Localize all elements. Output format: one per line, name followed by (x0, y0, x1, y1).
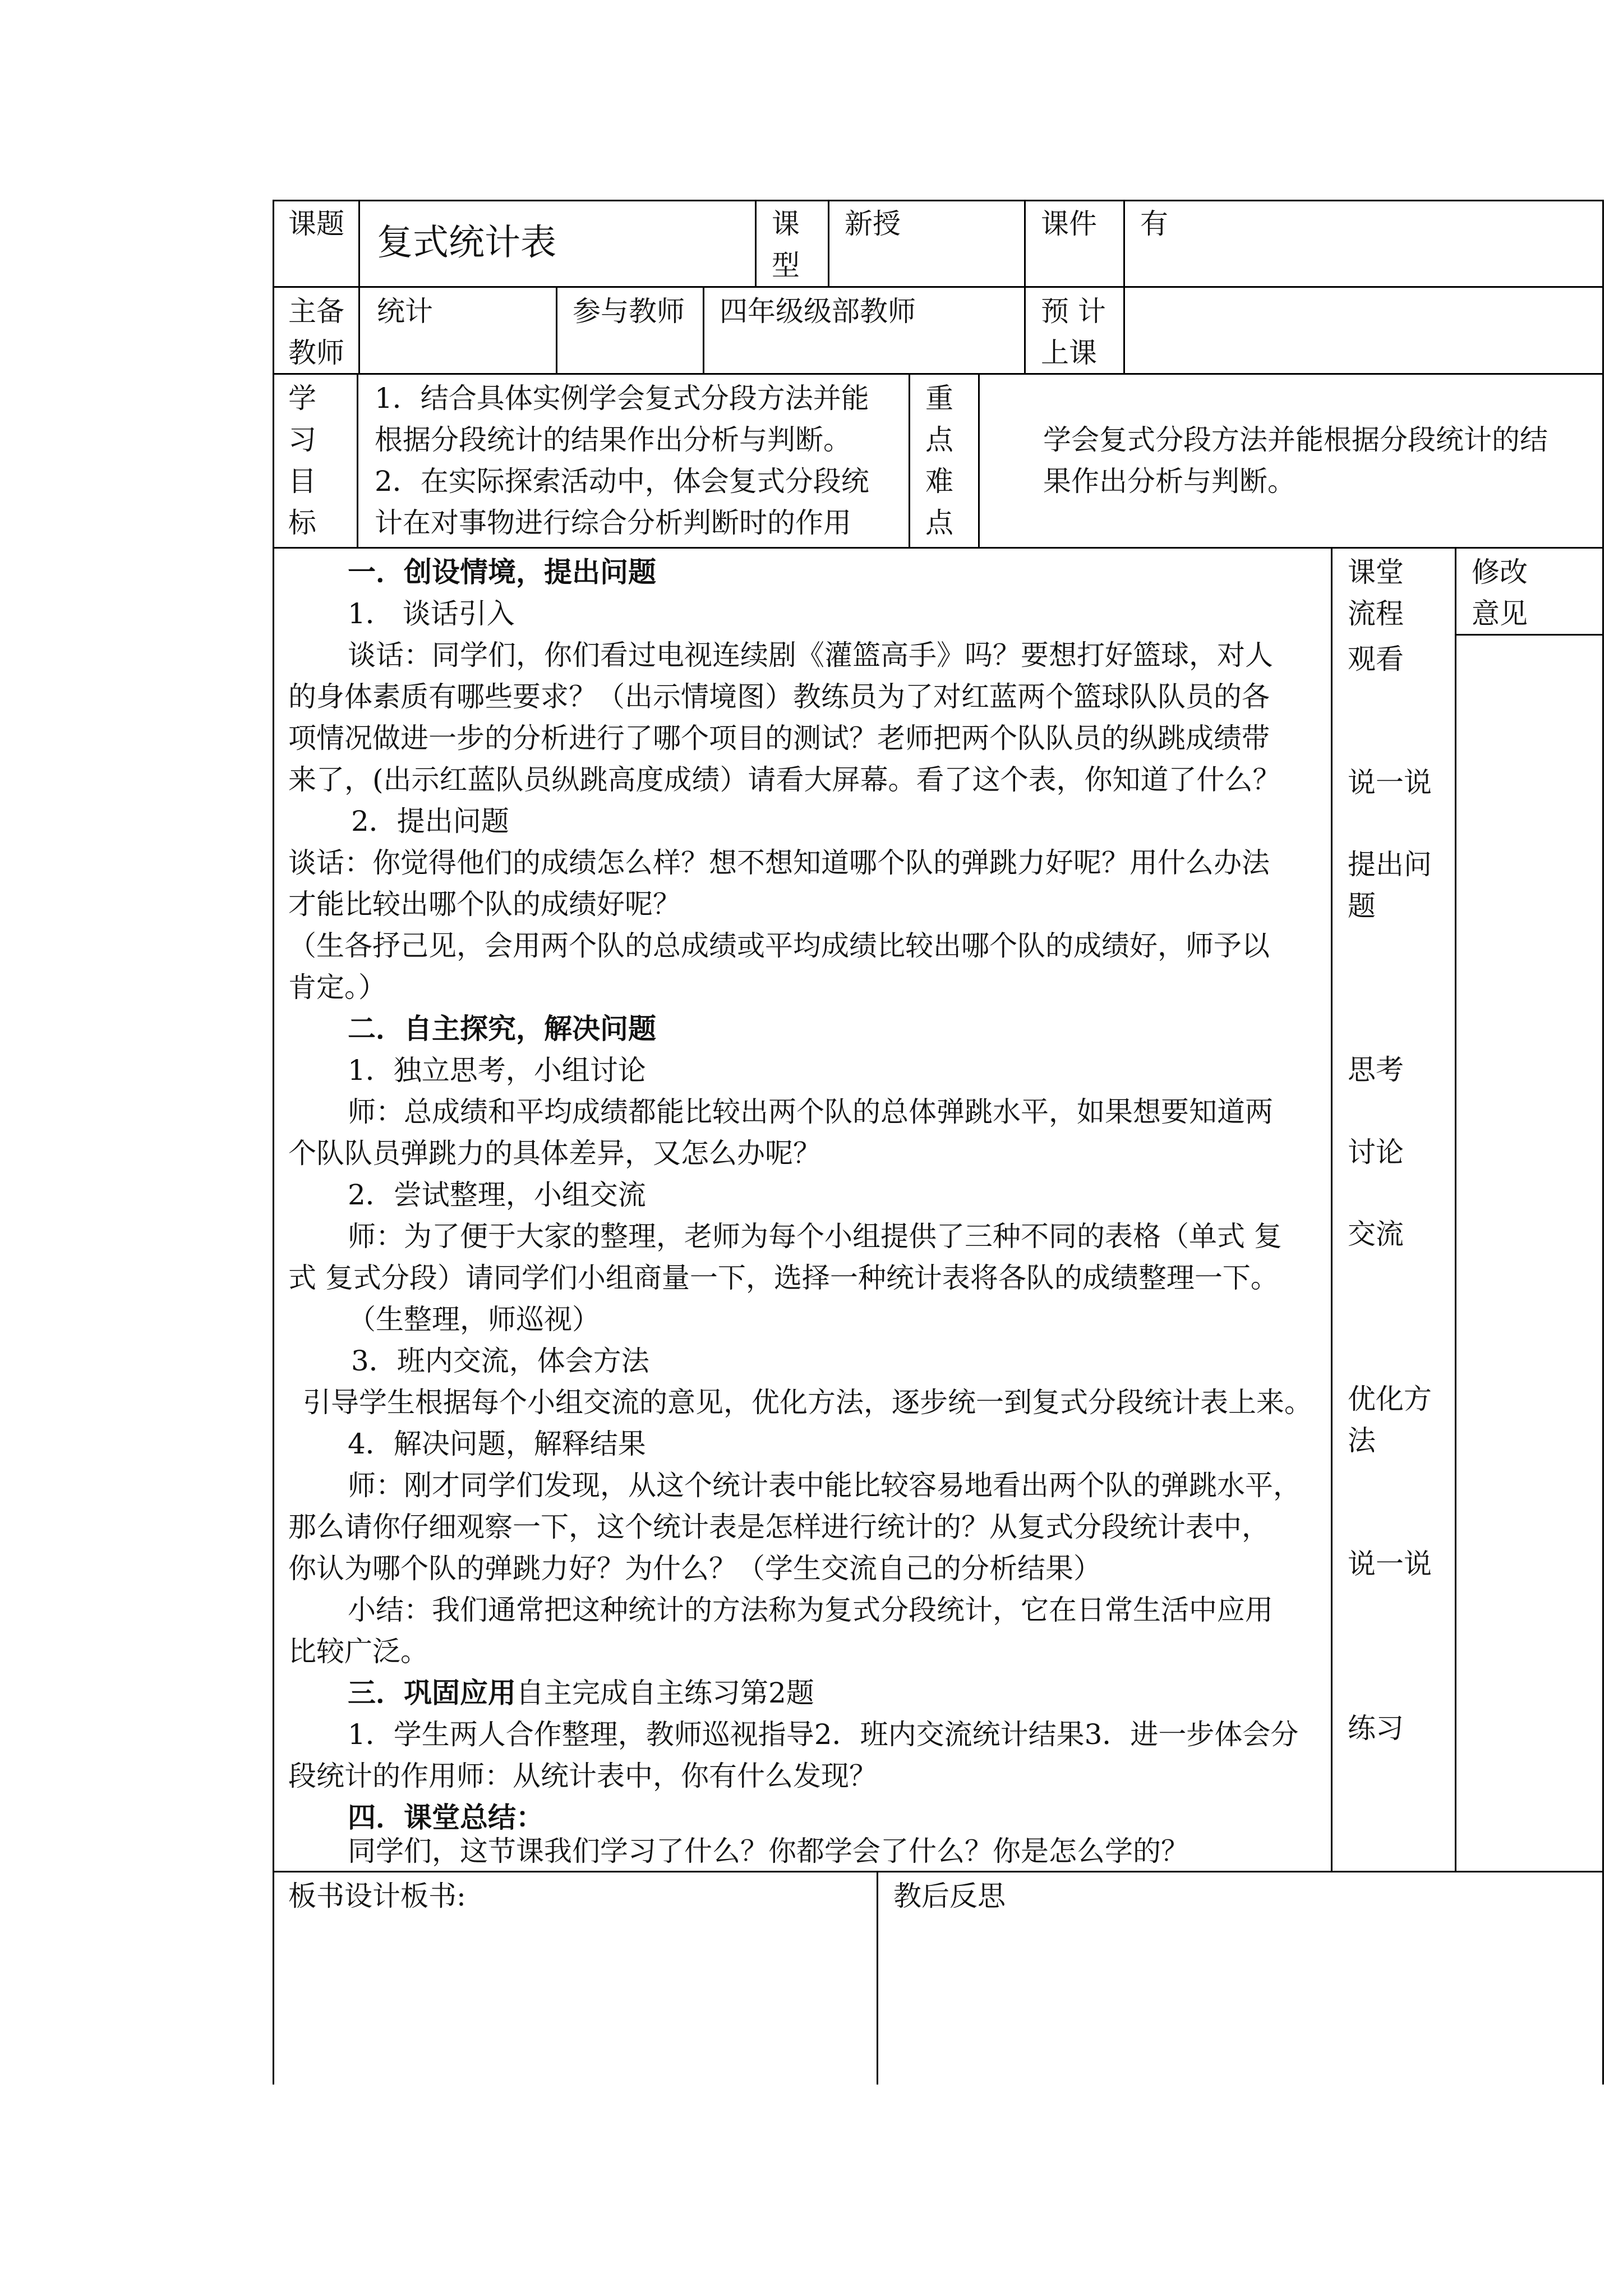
body-line: 师：刚才同学们发现，从这个统计表中能比较容易地看出两个队的弹跳水平， (348, 1469, 1301, 1502)
goals-label-3: 目 (288, 465, 316, 498)
flow-note: 交流 (1348, 1218, 1404, 1250)
body-line: 来了，(出示红蓝队员纵跳高度成绩）请看大屏幕。看了这个表，你知道了什么？ (288, 763, 1281, 796)
rule-r1-b (755, 200, 757, 286)
rule-row1 (273, 286, 1604, 288)
prep-value: 统计 (377, 295, 433, 328)
flow-note: 讨论 (1348, 1136, 1404, 1168)
key-label-3: 难 (925, 465, 953, 498)
rule-r3-b (909, 373, 910, 547)
body-line: 比较广泛。 (288, 1635, 428, 1668)
body-line: 2．提出问题 (351, 805, 509, 838)
goals-label-4: 标 (288, 507, 316, 539)
rule-footer-mid (877, 1871, 878, 2085)
section-heading-2: 二．自主探究，解决问题 (348, 1012, 656, 1045)
body-line: （生各抒己见，会用两个队的总成绩或平均成绩比较出哪个队的成绩好，师予以 (288, 930, 1270, 962)
body-line: 肯定。） (288, 971, 386, 1004)
rule-r2-b (703, 286, 704, 373)
body-line: 1． 谈话引入 (348, 597, 515, 630)
body-line: 引导学生根据每个小组交流的意见，优化方法，逐步统一到复式分段统计表上来。 (303, 1386, 1312, 1419)
participants-label: 参与教师 (573, 295, 685, 328)
flow-header-line2: 流程 (1348, 597, 1404, 630)
rule-top (273, 200, 1604, 201)
rule-r1-d (1024, 200, 1026, 373)
body-line: 谈话：同学们，你们看过电视连续剧《灌篮高手》吗？要想打好篮球，对人 (348, 639, 1273, 671)
key-label-2: 点 (925, 424, 953, 456)
section-heading-3 (348, 1672, 814, 1714)
goals-label-2: 习 (288, 424, 316, 456)
body-line: 谈话：你觉得他们的成绩怎么样？想不想知道哪个队的弹跳力好呢？用什么办法 (288, 846, 1270, 879)
body-line: 段统计的作用师：从统计表中，你有什么发现？ (288, 1760, 877, 1792)
body-line: （生整理，师巡视） (348, 1303, 600, 1336)
goals-label-1: 学 (288, 382, 316, 415)
flow-note: 法 (1348, 1424, 1376, 1457)
type-label-line1: 课 (772, 208, 800, 240)
participants-value: 四年级级部教师 (720, 295, 916, 328)
flow-note: 说一说 (1348, 1548, 1432, 1580)
body-line: 2．尝试整理，小组交流 (348, 1179, 646, 1211)
section-heading-3-note: 自主完成自主练习第2题 (516, 1677, 814, 1709)
section-heading-1: 一．创设情境，提出问题 (348, 555, 656, 588)
goal-line-1: 1．结合具体实例学会复式分段方法并能 (375, 382, 869, 415)
flow-note: 练习 (1348, 1712, 1404, 1745)
key-label-1: 重 (925, 382, 953, 415)
rule-row3 (273, 547, 1604, 549)
rule-r3-c (978, 373, 980, 547)
planned-label-line2: 上课 (1041, 337, 1097, 369)
flow-note: 说一说 (1348, 766, 1432, 799)
body-line: 小结：我们通常把这种统计的方法称为复式分段统计，它在日常生活中应用 (348, 1594, 1273, 1626)
section-heading-3-title: 三．巩固应用 (348, 1676, 516, 1709)
goal-line-2: 根据分段统计的结果作出分析与判断。 (375, 424, 851, 456)
courseware-value: 有 (1140, 208, 1168, 240)
rule-r1-e (1123, 200, 1125, 373)
body-line: 同学们，这节课我们学习了什么？你都学会了什么？你是怎么学的？ (348, 1835, 1189, 1867)
goal-line-3: 2．在实际探索活动中，体会复式分段统 (375, 465, 869, 498)
key-line-1: 学会复式分段方法并能根据分段统计的结 (1043, 424, 1548, 456)
flow-note: 题 (1348, 890, 1376, 922)
flow-note: 观看 (1348, 643, 1404, 675)
body-line: 才能比较出哪个队的成绩好呢？ (288, 888, 681, 921)
body-line: 式 复式分段）请同学们小组商量一下，选择一种统计表将各队的成绩整理一下。 (288, 1262, 1279, 1294)
rule-r2-a (556, 286, 557, 373)
body-line: 师：总成绩和平均成绩都能比较出两个队的总体弹跳水平，如果想要知道两 (348, 1096, 1273, 1128)
planned-label-line1: 预 计 (1041, 295, 1106, 328)
body-line: 个队队员弹跳力的具体差异，又怎么办呢？ (288, 1137, 821, 1170)
prep-label-line1: 主备 (288, 295, 344, 328)
body-line: 4．解决问题，解释结果 (348, 1428, 646, 1460)
flow-note: 提出问 (1348, 848, 1432, 881)
body-line: 1．学生两人合作整理，教师巡视指导2．班内交流统计结果3．进一步体会分 (348, 1718, 1299, 1751)
body-line: 3．班内交流，体会方法 (351, 1345, 649, 1377)
rule-body-flow-left (1331, 547, 1332, 1871)
page-title: 复式统计表 (377, 222, 556, 264)
rule-r3-a (357, 373, 358, 547)
section-heading-4: 四．课堂总结： (348, 1801, 544, 1834)
revise-header-line2: 意见 (1472, 597, 1528, 630)
rule-left (273, 200, 274, 2085)
key-line-2: 果作出分析与判断。 (1043, 465, 1295, 498)
revise-header-line1: 修改 (1472, 556, 1528, 588)
type-value: 新授 (845, 208, 901, 240)
goal-line-4: 计在对事物进行综合分析判断时的作用 (375, 507, 851, 539)
courseware-label: 课件 (1041, 208, 1097, 240)
rule-right (1602, 200, 1604, 2085)
topic-label: 课题 (288, 208, 344, 240)
body-line: 师：为了便于大家的整理，老师为每个小组提供了三种不同的表格（单式 复 (348, 1220, 1282, 1253)
rule-body-revise-left (1455, 547, 1456, 1871)
body-line: 1．独立思考，小组讨论 (348, 1054, 646, 1087)
rule-row2 (273, 373, 1604, 375)
rule-r1-c (828, 200, 829, 286)
rule-r1-a (358, 200, 360, 373)
reflection-label: 教后反思 (893, 1880, 1006, 1912)
flow-header-line1: 课堂 (1348, 556, 1404, 588)
flow-note: 思考 (1348, 1053, 1404, 1086)
body-line: 项情况做进一步的分析进行了哪个项目的测试？老师把两个队队员的纵跳成绩带 (288, 722, 1270, 754)
body-line: 那么请你仔细观察一下，这个统计表是怎样进行统计的？从复式分段统计表中， (288, 1511, 1270, 1543)
body-line: 你认为哪个队的弹跳力好？为什么？（学生交流自己的分析结果） (288, 1552, 1101, 1585)
key-label-4: 点 (925, 507, 953, 539)
flow-note: 优化方 (1348, 1383, 1432, 1415)
prep-label-line2: 教师 (288, 337, 344, 369)
board-design-label: 板书设计板书: (288, 1880, 466, 1912)
type-label-line2: 型 (772, 249, 800, 282)
body-line: 的身体素质有哪些要求？（出示情境图）教练员为了对红蓝两个篮球队队员的各 (288, 680, 1270, 713)
